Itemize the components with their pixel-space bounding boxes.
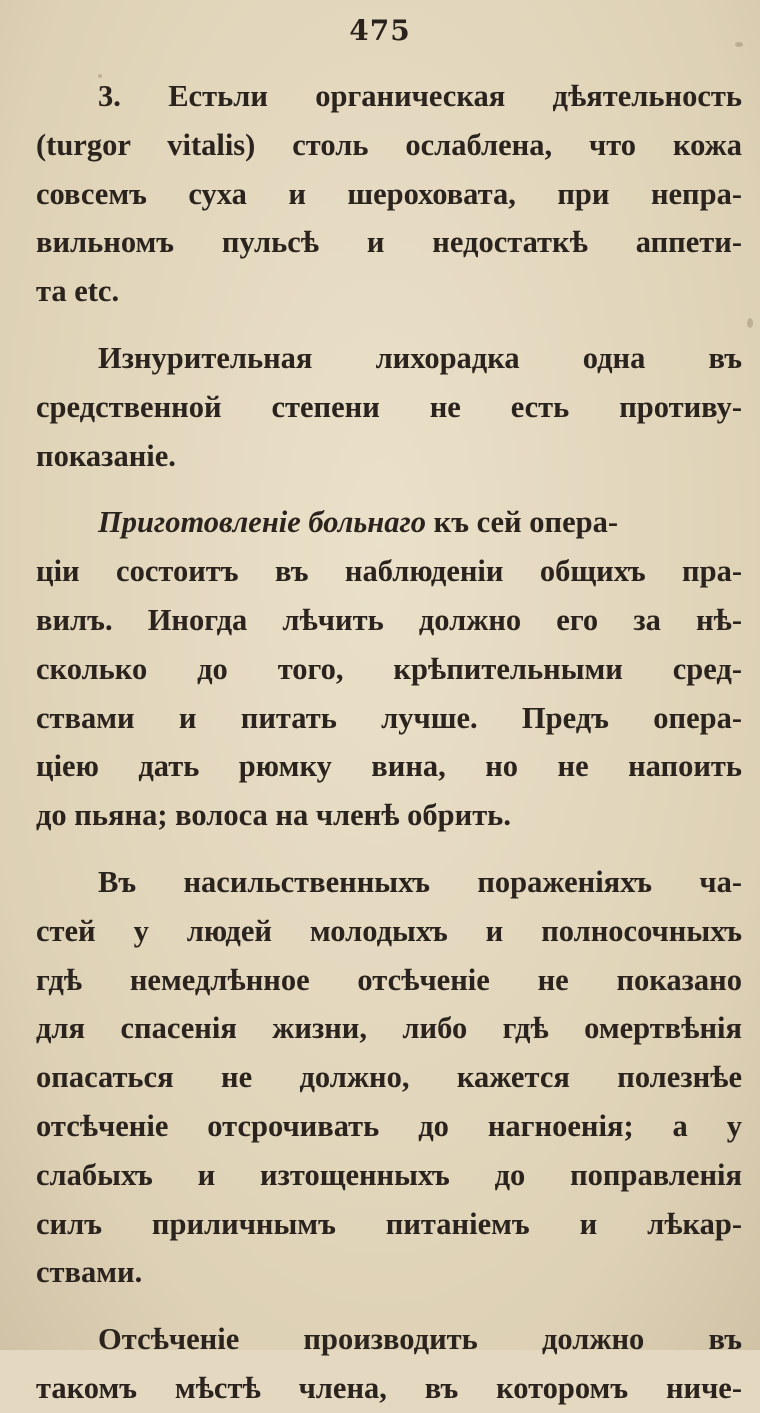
text-line: Отсѣченіе производить должно въ	[98, 1322, 742, 1357]
text-line-tail: къ сей опера-	[426, 505, 618, 540]
text-line: вильномъ пульсѣ и недостаткѣ аппети-	[36, 225, 742, 260]
text-line: показаніе.	[36, 438, 176, 473]
text-line: Въ насильственныхъ пораженіяхъ ча-	[98, 864, 742, 899]
paragraph-3	[36, 498, 742, 840]
paragraph-4	[36, 858, 742, 1297]
ink-speck	[747, 318, 753, 328]
text-line: вилъ. Иногда лѣчить должно его за нѣ-	[36, 602, 742, 637]
paragraph-5	[36, 1315, 742, 1413]
text-line: ствами.	[36, 1255, 143, 1290]
text-line: гдѣ немедлѣнное отсѣченіе не показано	[36, 962, 742, 997]
text-line: 3. Естьли органическая дѣятельность	[98, 79, 742, 113]
text-line: (turgor vitalis) столь ослаблена, что кожа	[36, 127, 742, 162]
text-line: ціи состоитъ въ наблюденіи общихъ пра-	[36, 554, 742, 589]
text-line: Изнурительная лихорадка одна въ	[98, 340, 742, 375]
text-line: сколько до того, крѣпительными сред-	[36, 651, 742, 686]
paragraph-2	[36, 334, 742, 480]
text-line: средственной степени не есть противу-	[36, 389, 742, 424]
text-line: опасаться не должно, кажется полезнѣе	[36, 1060, 742, 1095]
text-line: для спасенія жизни, либо гдѣ омертвѣнія	[36, 1011, 742, 1046]
text-line: такомъ мѣстѣ члена, въ которомъ ниче-	[36, 1370, 742, 1405]
page-number: 475	[349, 14, 411, 47]
italic-heading: Приготовленіе больнаго	[98, 505, 426, 540]
text-line: силъ приличнымъ питаніемъ и лѣкар-	[36, 1206, 742, 1241]
text-line: слабыхъ и изтощенныхъ до поправленія	[36, 1157, 742, 1192]
page-text	[36, 72, 742, 1413]
text-line: до пьяна; волоса на членѣ обрить.	[36, 798, 511, 833]
text-line: ствами и питать лучше. Предъ опера-	[36, 700, 742, 735]
text-line: совсемъ суха и шероховата, при непра-	[36, 176, 742, 211]
paragraph-1	[36, 72, 742, 316]
text-line: та etc.	[36, 274, 120, 309]
text-line: ціею дать рюмку вина, но не напоить	[36, 749, 742, 784]
text-line	[36, 498, 742, 547]
text-line: отсѣченіе отсрочивать до нагноенія; а у	[36, 1108, 742, 1143]
text-line: стей у людей молодыхъ и полносочныхъ	[36, 913, 742, 948]
